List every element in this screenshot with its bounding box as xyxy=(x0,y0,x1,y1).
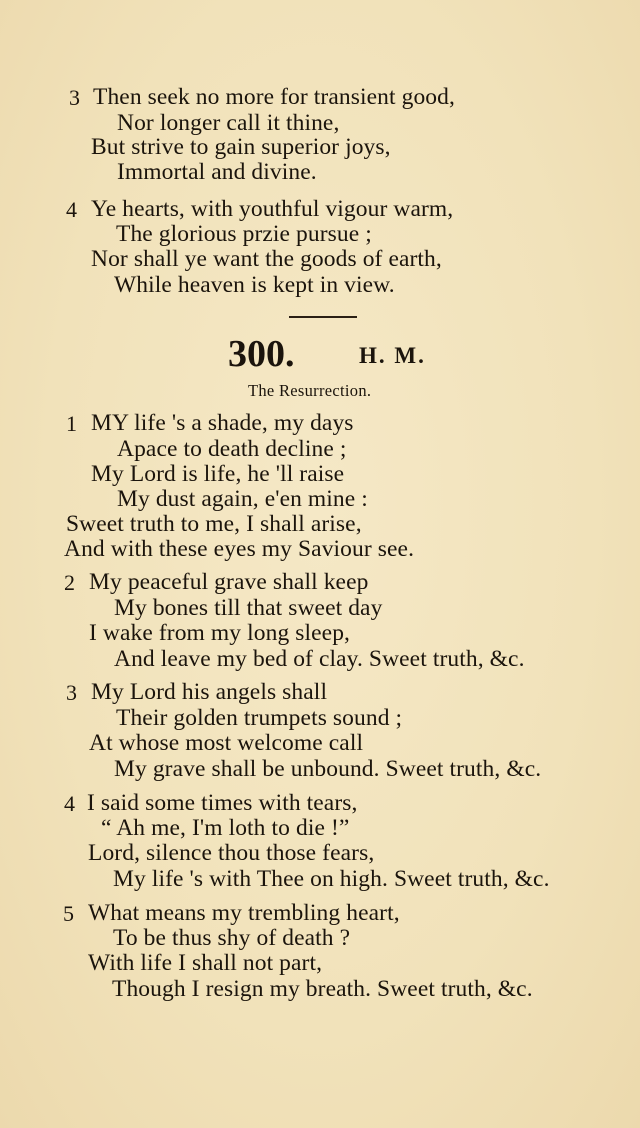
stanza-number: 2 xyxy=(64,570,75,595)
verse-line: Nor longer call it thine, xyxy=(117,110,340,136)
verse-line: But strive to gain superior joys, xyxy=(91,134,391,160)
verse-line: My Lord is life, he 'll raise xyxy=(91,461,345,487)
verse-line: To be thus shy of death ? xyxy=(113,925,351,951)
verse-line: Nor shall ye want the goods of earth, xyxy=(91,246,442,272)
verse-line: Their golden trumpets sound ; xyxy=(116,705,403,731)
stanza-number: 1 xyxy=(66,411,77,436)
verse-line: My peaceful grave shall keep xyxy=(89,569,369,595)
verse-line: Lord, silence thou those fears, xyxy=(88,840,375,866)
verse-line: Immortal and divine. xyxy=(117,159,317,185)
verse-line: And with these eyes my Saviour see. xyxy=(64,536,415,562)
verse-line: “ Ah me, I'm loth to die !” xyxy=(101,815,350,841)
verse-line: MY life 's a shade, my days xyxy=(91,410,354,436)
verse-line: My bones till that sweet day xyxy=(114,595,383,621)
verse-line: I wake from my long sleep, xyxy=(89,620,351,646)
verse-line: My life 's with Thee on high. Sweet truth, &c. xyxy=(113,866,550,892)
verse-line: What means my trembling heart, xyxy=(88,900,400,926)
verse-line: Ye hearts, with youthful vigour warm, xyxy=(91,196,454,222)
verse-line: I said some times with tears, xyxy=(87,790,358,816)
verse-line: While heaven is kept in view. xyxy=(114,272,395,298)
verse-line: At whose most welcome call xyxy=(89,730,364,756)
hymn-meter: H. M. xyxy=(359,343,426,368)
stanza-number: 5 xyxy=(63,901,74,926)
section-divider xyxy=(289,316,357,318)
verse-line: Then seek no more for transient good, xyxy=(93,84,455,110)
verse-line: Apace to death decline ; xyxy=(117,436,347,462)
verse-line: Though I resign my breath. Sweet truth, &c. xyxy=(112,976,533,1002)
stanza-number: 3 xyxy=(66,680,77,705)
verse-line: And leave my bed of clay. Sweet truth, &c. xyxy=(114,646,525,672)
verse-line: The glorious przie pursue ; xyxy=(116,221,372,247)
verse-line: My grave shall be unbound. Sweet truth, &c. xyxy=(114,756,542,782)
stanza-number: 3 xyxy=(69,85,80,110)
verse-line: With life I shall not part, xyxy=(88,950,323,976)
stanza-number: 4 xyxy=(64,791,75,816)
stanza-number: 4 xyxy=(66,197,77,222)
hymn-title: The Resurrection. xyxy=(248,381,372,400)
hymn-number: 300. xyxy=(228,333,295,375)
verse-line: My dust again, e'en mine : xyxy=(117,486,368,512)
verse-line: My Lord his angels shall xyxy=(91,679,328,705)
verse-line: Sweet truth to me, I shall arise, xyxy=(66,511,362,537)
